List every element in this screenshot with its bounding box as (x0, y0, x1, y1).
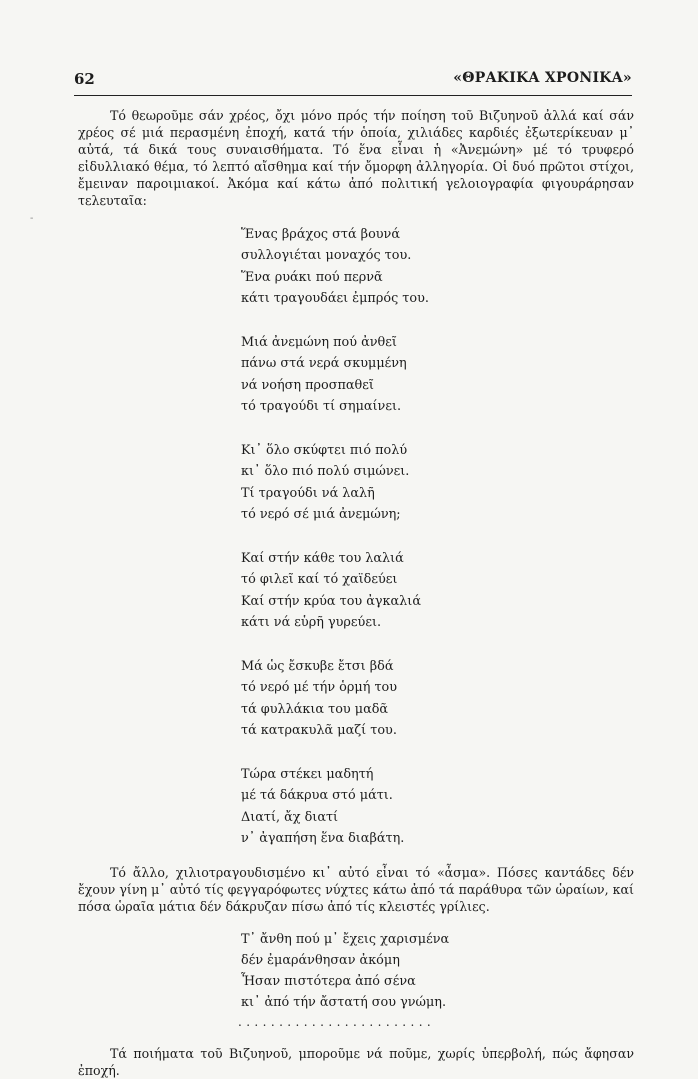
poem-line: Ἕνας βράχος στά βουνά (241, 226, 400, 242)
poem-anemone (241, 224, 634, 850)
poem-line: τά κατρακυλᾶ μαζί του. (241, 723, 397, 739)
poem-line: τό φιλεῖ καί τό χαϊδεύει (241, 572, 398, 588)
poem-line: τά φυλλάκια του μαδᾶ (241, 701, 389, 717)
poem-stanza-1 (241, 224, 634, 310)
poem-line: Ἕνα ρυάκι πού περνᾶ (241, 269, 383, 285)
page-header (74, 70, 632, 94)
poem-line: δέν ἐμαράνθησαν ἀκόμη (241, 952, 400, 968)
paragraph-closing: Τά ποιήματα τοῦ Βιζυηνοῦ, μποροῦμε νά ποῦμε, χωρίς ὑπερβολή, πώς ἄφησαν ἐποχή. (78, 1045, 634, 1078)
poem-ellipsis: ........................ (238, 1014, 436, 1029)
poem-stanza-5 (241, 656, 634, 742)
poem-line: Καί στήν κρύα του ἀγκαλιά (241, 593, 421, 609)
poem-line: τό νερό μέ τήν ὁρμή του (241, 680, 398, 696)
poem-line: τό τραγούδι τί σημαίνει. (241, 399, 402, 415)
poem-stanza-2 (241, 332, 634, 418)
poem-line: ν᾿ ἀγαπήση ἕνα διαβάτη. (241, 831, 405, 847)
poem-line: Διατί, ἄχ διατί (241, 809, 339, 825)
poem-line: πάνω στά νερά σκυμμένη (241, 356, 407, 372)
poem-line: κάτι τραγουδάει ἐμπρός του. (241, 291, 429, 307)
article-body (78, 107, 634, 1079)
poem-line: Τί τραγούδι νά λαλῆ (241, 485, 375, 501)
running-title: «ΘΡΑΚΙΚΑ ΧΡΟΝΙΚΑ» (453, 70, 632, 86)
poem-line: νά νοήση προσπαθεῖ (241, 377, 374, 393)
poem-line: Μιά ἀνεμώνη πού ἀνθεῖ (241, 334, 397, 350)
paragraph-intro: Τό θεωροῦμε σάν χρέος, ὄχι μόνο πρός τήν ποίηση τοῦ Βιζυηνοῦ ἀλλά καί σάν χρέος σέ μιά περασμένη ἐποχή, κατά τήν ὁποία, χιλιάδες καρδιές ἐξωτερίκευαν μ᾿ αὐτά, τά δικά τους συναισθήματα. Τό ἕνα εἶναι ἡ «Ἀνεμώνη» μέ τό τρυφερό εἰδυλλιακό θέμα, τό λεπτό αἴσθημα καί τήν ὄμορφη ἀλληγορία. Οἱ δυό πρῶτοι στίχοι, ἔμειναν παροιμιακοί. Ἀκόμα καί κάτω ἀπό πολιτική γελοιογραφία φιγουράρησαν τελευταῖα: (78, 108, 634, 209)
poem-line: συλλογιέται μοναχός του. (241, 248, 412, 264)
poem-line: κι᾿ ἀπό τήν ἄστατή σου γνώμη. (241, 994, 447, 1010)
poem-line: Τώρα στέκει μαδητή (241, 766, 374, 782)
poem-line: τό νερό σέ μιά ἀνεμώνη; (241, 507, 401, 523)
poem-stanza-3 (241, 440, 634, 526)
poem-line: Καί στήν κάθε του λαλιά (241, 550, 404, 566)
poem-song (241, 929, 634, 1013)
header-rule (74, 95, 632, 96)
poem-stanza-4 (241, 548, 634, 634)
poem-line: Κι᾿ ὅλο σκύφτει πιό πολύ (241, 442, 408, 458)
poem-line: Τ᾿ ἄνθη πού μ᾿ ἔχεις χαρισμένα (241, 931, 450, 947)
poem-stanza-6 (241, 764, 634, 850)
poem-line: Ἦσαν πιστότερα ἀπό σένα (241, 973, 416, 989)
poem-line: κάτι νά εὑρῆ γυρεύει. (241, 615, 382, 631)
paragraph-song: Τό ἄλλο, χιλιοτραγουδισμένο κι᾿ αὐτό εἶναι τό «ἆσμα». Πόσες καντάδες δέν ἔχουν γίνη μ᾿ αὐτό τίς φεγγαρόφωτες νύχτες κάτω ἀπό τά παράθυρα τῶν ὡραίων, καί πόσα ὡραῖα μάτια δέν δάκρυζαν πίσω ἀπό τίς κλειστές γρίλιες. (78, 864, 634, 914)
poem-line: μέ τά δάκρυα στό μάτι. (241, 788, 393, 804)
poem-line: Μά ὡς ἔσκυβε ἔτσι βδά (241, 658, 394, 674)
page-number: 62 (74, 70, 95, 88)
poem-line: κι᾿ ὅλο πιό πολύ σιμώνει. (241, 464, 410, 480)
margin-mark: - (30, 213, 34, 224)
